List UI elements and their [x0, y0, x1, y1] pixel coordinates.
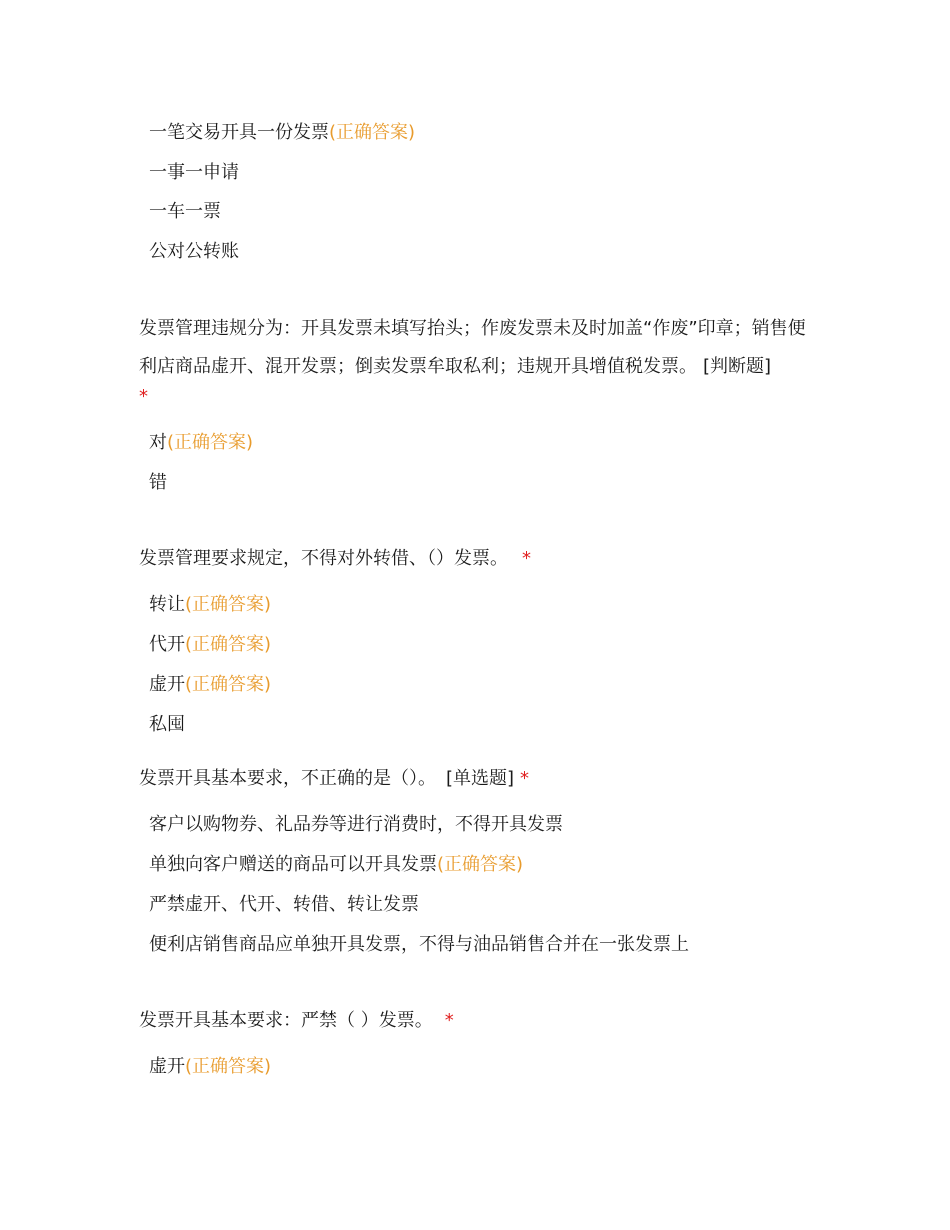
option-q3-2 [149, 853, 523, 877]
question-3 [139, 767, 819, 791]
option-text: 严禁虚开、代开、转借、转让发票 [149, 894, 419, 915]
option-text: 虚开 [149, 674, 185, 695]
option-text: 一笔交易开具一份发票 [149, 122, 329, 143]
question-type: [单选题] [446, 768, 515, 789]
option-q2-3 [149, 673, 271, 697]
option-q3-1 [149, 813, 563, 837]
option-text: 错 [149, 472, 167, 493]
question-text: 发票开具基本要求：严禁（ ）发票。 [139, 1010, 433, 1031]
option-text: 私囤 [149, 714, 185, 735]
option-q1-1 [149, 431, 253, 455]
option-q0-4 [149, 240, 239, 264]
option-text: 虚开 [149, 1056, 185, 1077]
option-q0-2 [149, 161, 239, 185]
option-text: 代开 [149, 634, 185, 655]
option-text: 公对公转账 [149, 241, 239, 262]
option-q3-3 [149, 893, 419, 917]
option-q0-3 [149, 200, 221, 224]
correct-answer-marker: (正确答案) [167, 432, 254, 453]
option-text: 转让 [149, 594, 185, 615]
option-text: 单独向客户赠送的商品可以开具发票 [149, 854, 437, 875]
correct-answer-marker: (正确答案) [437, 854, 524, 875]
question-text: 发票管理违规分为：开具发票未填写抬头；作废发票未及时加盖“作废”印章；销售便利店商品虚开、混开发票；倒卖发票牟取私利；违规开具增值税发票。 [139, 318, 806, 377]
required-asterisk: * [520, 768, 530, 789]
option-q2-1 [149, 593, 271, 617]
question-1 [139, 310, 819, 408]
correct-answer-marker: (正确答案) [329, 122, 416, 143]
required-asterisk: * [444, 1010, 454, 1031]
option-q0-1 [149, 121, 415, 145]
option-text: 对 [149, 432, 167, 453]
correct-answer-marker: (正确答案) [185, 634, 272, 655]
option-q3-4 [149, 933, 689, 957]
correct-answer-marker: (正确答案) [185, 1056, 272, 1077]
option-q4-1 [149, 1055, 271, 1079]
required-asterisk: * [139, 386, 148, 407]
option-q1-2 [149, 471, 167, 495]
option-q2-2 [149, 633, 271, 657]
question-type: [判断题] [703, 356, 772, 377]
correct-answer-marker: (正确答案) [185, 674, 272, 695]
correct-answer-marker: (正确答案) [185, 594, 272, 615]
option-q2-4 [149, 713, 185, 737]
question-2 [139, 547, 819, 571]
required-asterisk: * [522, 548, 531, 569]
option-text: 便利店销售商品应单独开具发票，不得与油品销售合并在一张发票上 [149, 934, 689, 955]
option-text: 一事一申请 [149, 162, 239, 183]
question-text: 发票开具基本要求，不正确的是（）。 [139, 768, 436, 789]
question-4 [139, 1009, 819, 1033]
option-text: 客户以购物券、礼品券等进行消费时，不得开具发票 [149, 814, 563, 835]
option-text: 一车一票 [149, 201, 221, 222]
question-text: 发票管理要求规定，不得对外转借、（）发票。 [139, 548, 508, 569]
